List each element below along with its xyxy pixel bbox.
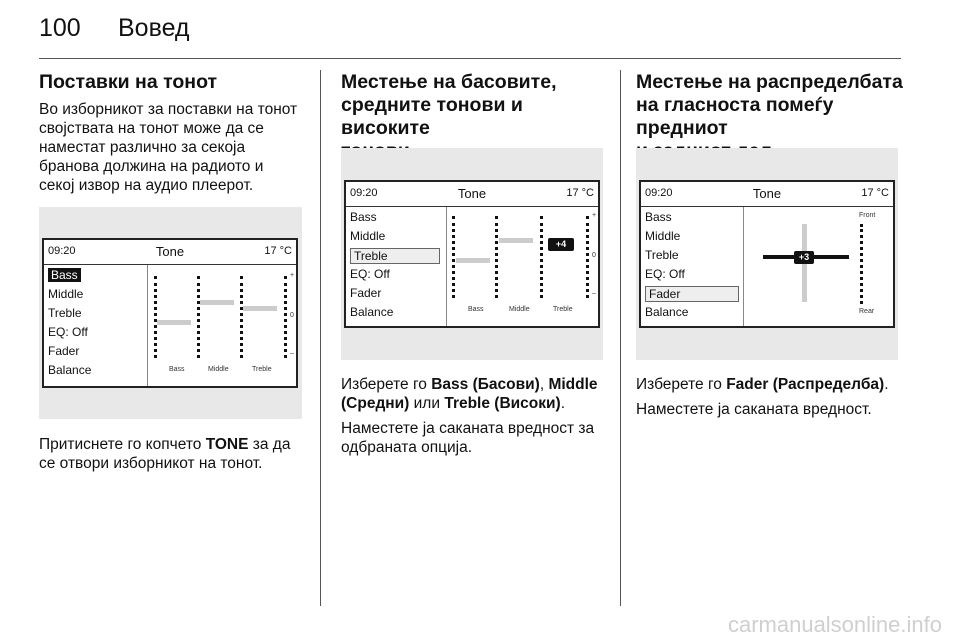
menu-item-middle[interactable]: Middle (645, 229, 681, 243)
column-divider (620, 70, 621, 606)
menu-item-middle[interactable]: Middle (350, 229, 386, 243)
scale-zero-label: 0 (290, 312, 294, 319)
header-rule (39, 58, 901, 59)
fader-value-marker[interactable]: +3 (794, 251, 814, 264)
menu-item-middle[interactable]: Middle (48, 287, 84, 301)
adjust-line: Наместете ја саканата вредност за (341, 420, 595, 437)
section-heading: Поставки на тонот (39, 71, 218, 93)
rear-label: Rear (859, 308, 875, 315)
treble-level-bar (243, 306, 277, 311)
menu-item-bass[interactable]: Bass (350, 210, 377, 224)
menu-item-balance[interactable]: Balance (645, 305, 689, 319)
clock: 09:20 (350, 187, 378, 199)
option-middle: Middle (548, 376, 598, 393)
scale-zero-label: 0 (592, 252, 596, 259)
front-label: Front (859, 212, 876, 219)
middle-level-bar (499, 238, 533, 243)
screenshot-tone-menu (39, 207, 302, 419)
menu-item-treble[interactable]: Treble (350, 248, 440, 264)
scale-minus-label: – (290, 350, 294, 357)
menu-item-fader[interactable]: Fader (645, 286, 739, 302)
scale-minus-label: – (592, 290, 596, 297)
bass-level-bar (456, 258, 490, 263)
screenshot-treble (341, 148, 603, 360)
instr-text: . (884, 376, 889, 393)
instr-text: или (409, 395, 445, 412)
column-divider (320, 70, 321, 606)
bass-level-bar (157, 320, 191, 325)
select-instruction (341, 375, 611, 457)
treble-label: Treble (252, 366, 272, 373)
intro-line: секој извор на аудио плеерот. (39, 177, 254, 194)
screen-title: Tone (752, 186, 782, 201)
menu-item-treble[interactable]: Treble (645, 248, 679, 262)
instr-text: . (560, 395, 566, 412)
instr-text: Притиснете го копчето (39, 436, 206, 453)
column-tone-settings (39, 71, 314, 195)
intro-line: својствата на тонот може да се (39, 120, 264, 137)
instr-text: Изберете го (341, 376, 432, 393)
section-heading: Местење на басовите, (341, 71, 557, 93)
treble-value-marker[interactable]: +4 (548, 238, 574, 251)
bass-slider[interactable] (154, 276, 160, 358)
option-bass: Bass (Басови) (431, 376, 540, 393)
menu-item-balance[interactable]: Balance (350, 305, 394, 319)
bass-label: Bass (169, 366, 185, 373)
bass-slider[interactable] (452, 216, 458, 298)
option-middle-translation: (Средни) (341, 395, 410, 412)
fader-scale (860, 224, 866, 304)
temperature: 17 °C (861, 187, 889, 199)
section-heading: Местење на распределбата (636, 71, 903, 93)
menu-item-fader[interactable]: Fader (48, 344, 80, 358)
intro-line: бранова должина на радиото и (39, 158, 264, 175)
section-heading: средните тонови и високите (341, 94, 523, 139)
page-header-title: Вовед (118, 14, 190, 42)
treble-slider[interactable] (240, 276, 246, 358)
menu-item-treble[interactable]: Treble (48, 306, 82, 320)
adjust-line: одбраната опција. (341, 439, 473, 456)
menu-item-bass[interactable]: Bass (645, 210, 672, 224)
fader-instruction (636, 375, 911, 419)
screenshot-fader (636, 148, 898, 360)
menu-item-eq[interactable]: EQ: Off (48, 325, 88, 339)
instr-text: за да (248, 436, 291, 453)
middle-slider[interactable] (197, 276, 203, 358)
middle-label: Middle (509, 306, 530, 313)
scale-plus-label: + (592, 212, 597, 219)
screen-title: Tone (457, 186, 487, 201)
clock: 09:20 (645, 187, 673, 199)
adjust-line: Наместете ја саканата вредност. (636, 401, 872, 418)
scale-plus-label: + (290, 272, 295, 279)
intro-line: Во изборникот за поставки на тонот (39, 101, 298, 118)
tone-button-name: TONE (205, 436, 249, 453)
tone-instruction (39, 435, 314, 473)
menu-item-eq[interactable]: EQ: Off (645, 267, 685, 281)
menu-item-bass[interactable]: Bass (48, 268, 81, 282)
option-fader: Fader (Распределба) (726, 376, 885, 393)
watermark: carmanualsonline.info (727, 612, 942, 637)
section-heading: на гласноста помеѓу предниот (636, 94, 834, 139)
instr-text: , (539, 376, 549, 393)
middle-level-bar (200, 300, 234, 305)
treble-slider[interactable] (540, 216, 546, 298)
option-treble: Treble (Високи) (444, 395, 561, 412)
instr-text: Изберете го (636, 376, 727, 393)
temperature: 17 °C (264, 245, 292, 257)
instr-text: се отвори изборникот на тонот. (39, 455, 263, 472)
menu-item-fader[interactable]: Fader (350, 286, 382, 300)
treble-label: Treble (553, 306, 573, 313)
screen-title: Tone (155, 244, 185, 259)
middle-label: Middle (208, 366, 229, 373)
page-number: 100 (39, 14, 81, 42)
intro-line: наместат различно за секоја (39, 139, 246, 156)
menu-item-balance[interactable]: Balance (48, 363, 92, 377)
middle-slider[interactable] (495, 216, 501, 298)
temperature: 17 °C (566, 187, 594, 199)
menu-item-eq[interactable]: EQ: Off (350, 267, 390, 281)
clock: 09:20 (48, 245, 76, 257)
bass-label: Bass (468, 306, 484, 313)
